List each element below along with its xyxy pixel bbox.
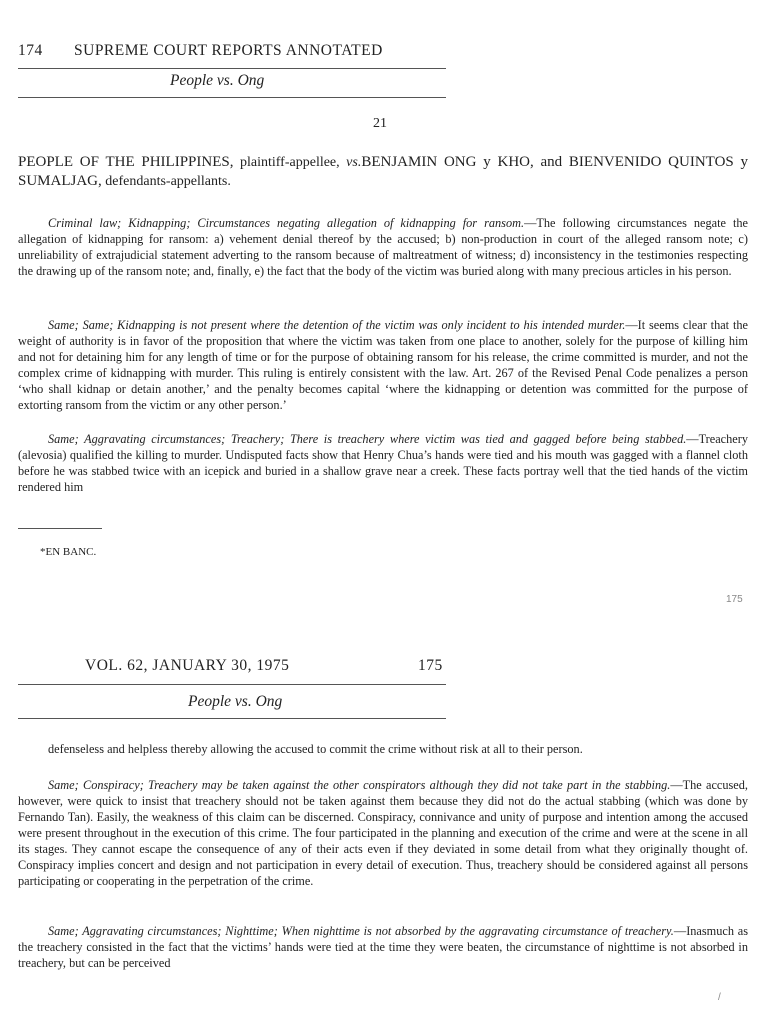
reporter-title: SUPREME COURT REPORTS ANNOTATED <box>74 42 383 59</box>
syllabus-paragraph <box>18 777 748 889</box>
syllabus-heading: Criminal law; Kidnapping; Circumstances negating allegation of kidnapping for ransom. <box>48 216 525 230</box>
appellee-name: PEOPLE OF THE PHILIPPINES, <box>18 154 234 170</box>
subheader-rule <box>18 718 446 719</box>
appellants-role: defendants-appellants. <box>101 174 231 189</box>
syllabus-text: —The accused, however, were quick to insist that treachery should not be taken against them because they did not do the actual stabbing (which was done by Fernando Tan). Easily, the weakness of this claim can be discerned. Conspiracy, connivance and unity of purpose and intention among the accused were present throughout in the execution of this crime. The four participated in the planning and execution of the crime and were at the scene in all its stages. They cannot escape the consequence of any of their acts even if they deviated in some detail from what they originally thought of. Conspiracy implies concert and design and not participation in every detail of execution. Thus, treachery should be considered against all persons participating or cooperating in the perpetration of the crime. <box>18 778 748 889</box>
corner-page-number: / <box>718 992 721 1003</box>
syllabus-heading: Same; Aggravating circumstances; Treachery; There is treachery where victim was tied and gagged before being stabbed. <box>48 432 687 446</box>
syllabus-heading: Same; Aggravating circumstances; Nighttime; When nighttime is not absorbed by the aggravating circumstance of treachery. <box>48 924 674 938</box>
footnote: *EN BANC. <box>40 546 97 558</box>
case-parties <box>18 153 748 191</box>
syllabus-text: —The following circumstances negate the allegation of kidnapping for ransom: a) vehement denial thereof by the accused; b) non-production in court of the alleged ransom note; c) unreliability of extrajudicial statement adverting to the ransom because of maltreatment of witness; d) inconsistency in the testimonies respecting the drawing up of the ransom note; and, finally, e) the fact that the body of the victim was buried along with many precious articles in his person. <box>18 216 748 279</box>
corner-page-number: 175 <box>726 594 743 605</box>
versus-label: vs. <box>346 155 362 170</box>
header-rule <box>18 684 446 685</box>
appellants-names: BENJAMIN ONG y KHO, and BIENVENIDO QUINTOS y SUMALJAG, <box>18 154 749 189</box>
page-number-175: 175 <box>418 657 443 674</box>
syllabus-text: —It seems clear that the weight of authority is in favor of the proposition that where the victim was taken from one place to another, solely for the purpose of killing him and not for detaining him for any length of time or for the purpose of obtaining ransom for his release, the crime committed is murder, and not the complex crime of kidnapping with murder. This ruling is entirely consistent with the law. Art. 267 of the Revised Penal Code penalizes a person ‘who shall kidnap or detain another,’ and the penalty becomes capital ‘where the kidnapping or detention was committed for the purpose of extorting ransom from the victim or any other person.’ <box>18 318 748 413</box>
syllabus-paragraph <box>18 431 748 495</box>
page-number-174: 174 <box>18 42 43 59</box>
case-title: People vs. Ong <box>170 72 265 89</box>
syllabus-paragraph <box>18 923 748 971</box>
volume-line: VOL. 62, JANUARY 30, 1975 <box>85 657 290 674</box>
subheader-rule <box>18 97 446 98</box>
appellee-role: plaintiff-appellee, <box>233 155 347 170</box>
syllabus-text: —Treachery (alevosia) qualified the killing to murder. Undisputed facts show that Henry Chua’s hands were tied and his mouth was gagged with a flannel cloth before he was stabbed twice with an icepick and buried in a shallow grave near a creek. These facts portray well that the tied hands of the victim rendered him <box>18 432 748 495</box>
case-number: 21 <box>373 116 387 131</box>
syllabus-paragraph <box>18 317 748 413</box>
syllabus-heading: Same; Same; Kidnapping is not present where the detention of the victim was only incident to his intended murder. <box>48 318 626 332</box>
header-rule <box>18 68 446 69</box>
syllabus-text: —Inasmuch as the treachery consisted in the fact that the victims’ hands were tied at the time they were beaten, the circumstance of nighttime is not absorbed in treachery, but can be perceived <box>18 924 749 971</box>
syllabus-heading: Same; Conspiracy; Treachery may be taken against the other conspirators although they did not take part in the stabbing. <box>48 778 671 792</box>
case-title: People vs. Ong <box>188 693 283 710</box>
continuation-paragraph: defenseless and helpless thereby allowing the accused to commit the crime without risk at all to their person. <box>48 742 583 756</box>
footnote-rule <box>18 528 102 529</box>
syllabus-paragraph <box>18 215 748 279</box>
